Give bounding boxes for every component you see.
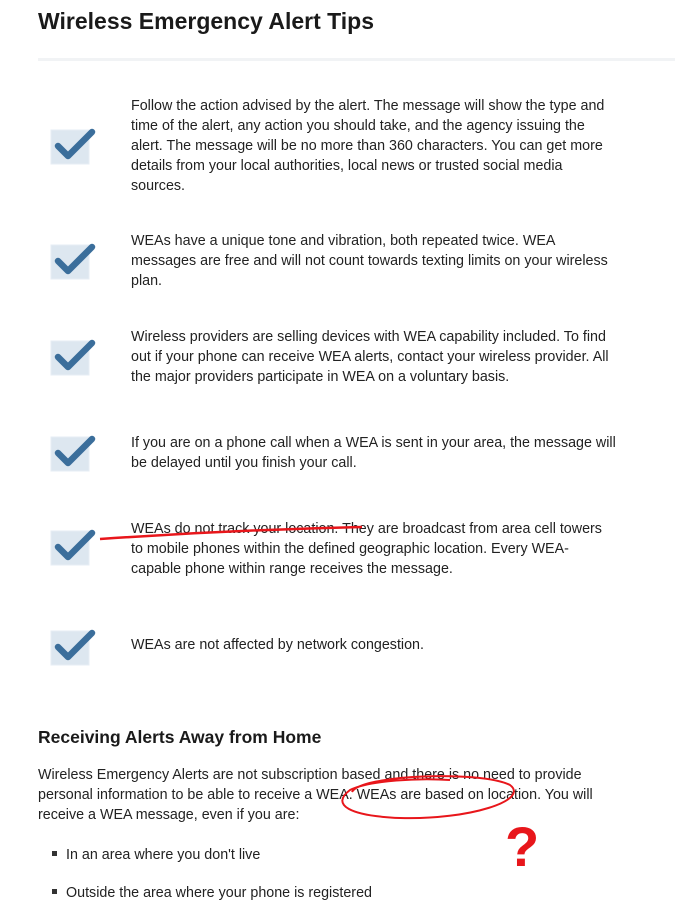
- section-paragraph: Wireless Emergency Alerts are not subscription based and there is no need to provide personal information to be able to receive a WEA. WEAs are based on location. You will receive a WEA message, even if you are:: [38, 767, 593, 823]
- checkbox-checked-icon: [50, 433, 96, 473]
- page-title: Wireless Emergency Alert Tips: [38, 8, 374, 34]
- tip-text: WEAs do not track your location. They are broadcast from area cell towers to mobile phones within the defined geographic location. Every WEA-capable phone within range receives the message.: [131, 521, 602, 577]
- tip-text: WEAs have a unique tone and vibration, both repeated twice. WEA messages are free and will not count towards texting limits on your wireless plan.: [131, 233, 608, 289]
- section-heading: Receiving Alerts Away from Home: [38, 727, 322, 747]
- bullet-text: In an area where you don't live: [66, 847, 261, 863]
- question-mark: ?: [505, 815, 540, 878]
- bullet-item: [52, 845, 260, 865]
- divider: [38, 58, 675, 61]
- tip-text: If you are on a phone call when a WEA is sent in your area, the message will be delayed until you finish your call.: [131, 435, 616, 471]
- checkbox-checked-icon: [50, 627, 96, 667]
- checkbox-checked-icon: [50, 126, 96, 166]
- bullet-item: [52, 883, 372, 903]
- bullet-icon: [52, 851, 57, 856]
- checkbox-checked-icon: [50, 241, 96, 281]
- tip-text: WEAs are not affected by network congestion.: [131, 637, 424, 653]
- bullet-text: Outside the area where your phone is registered: [66, 885, 372, 901]
- tip-text: Follow the action advised by the alert. The message will show the type and time of the alert, any action you should take, and the agency issuing the alert. The message will be no more than 360 characters. You can get more details from your local authorities, local news or trusted social media sources.: [131, 98, 605, 194]
- checkbox-checked-icon: [50, 337, 96, 377]
- tip-text: Wireless providers are selling devices with WEA capability included. To find out if your phone can receive WEA alerts, contact your wireless provider. All the major providers participate in WEA on a voluntary basis.: [131, 329, 609, 385]
- bullet-icon: [52, 889, 57, 894]
- checkbox-checked-icon: [50, 527, 96, 567]
